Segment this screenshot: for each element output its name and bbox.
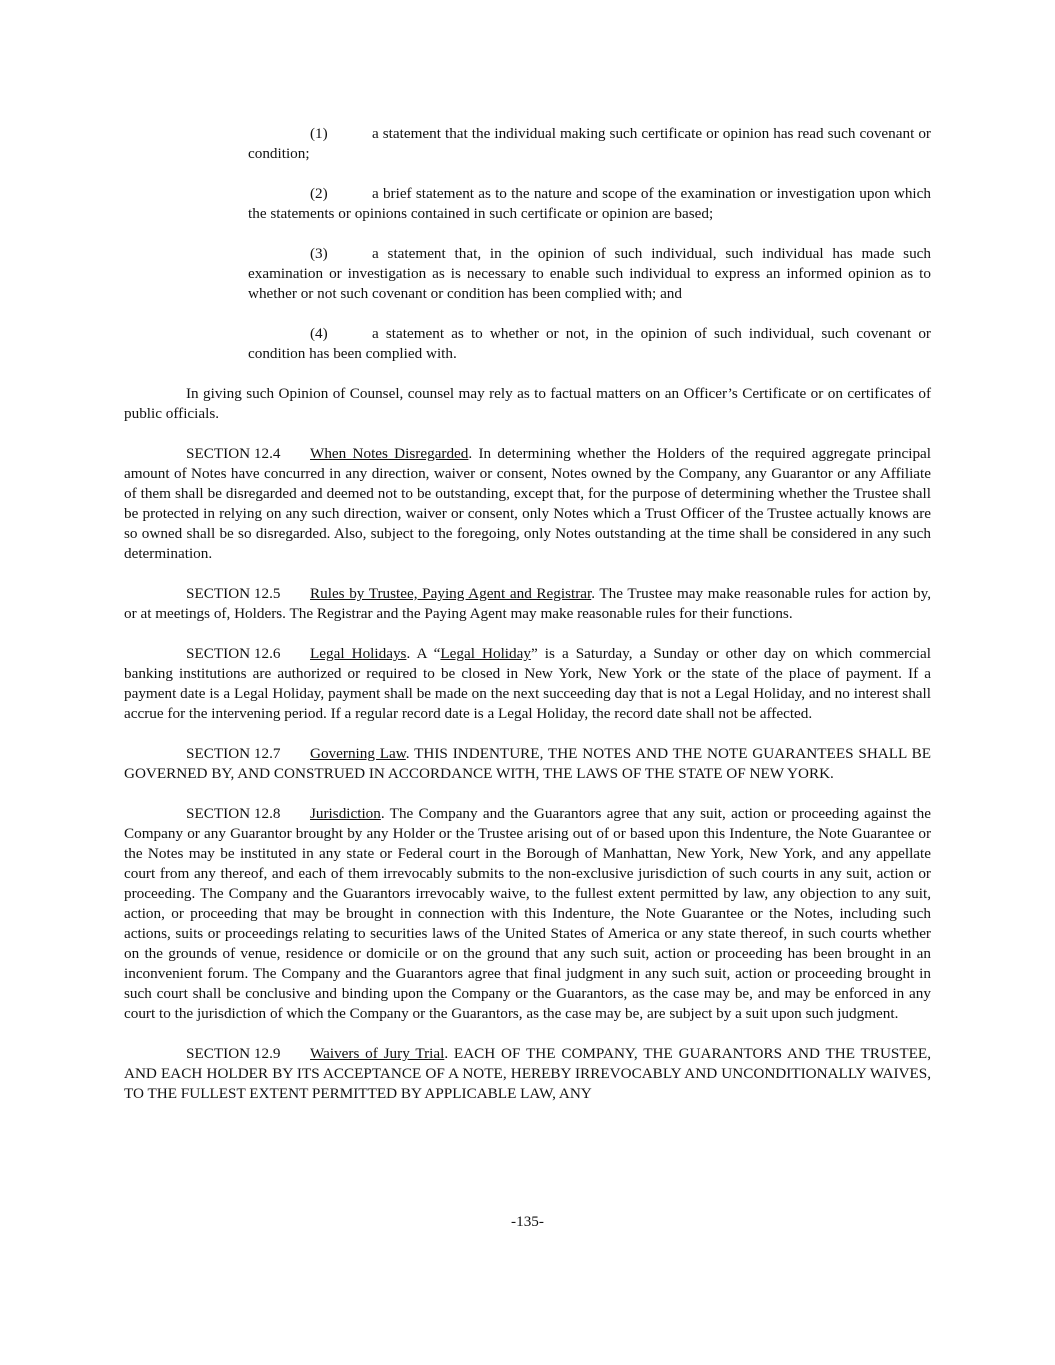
item-text: a statement as to whether or not, in the opinion of such individual, such covenant or condition has been complied with. [248,325,931,362]
item-number: (2) [310,185,328,202]
section-text: . THIS INDENTURE, THE NOTES AND THE NOTE GUARANTEES SHALL BE GOVERNED BY, AND CONSTRUED IN ACCORDANCE WITH, THE LAWS OF THE STATE OF NEW YORK. [124,745,931,782]
section-heading: Jurisdiction [310,805,381,822]
page-number: -135- [511,1213,544,1230]
list-item-3 [248,244,931,304]
section-12-9 [124,1044,931,1104]
section-text: . The Trustee may make reasonable rules for action by, or at meetings of, Holders. The Registrar and the Paying Agent may make reasonable rules for their functions. [124,585,931,622]
section-number: SECTION 12.8 [186,805,281,822]
section-heading: When Notes Disregarded [310,445,469,462]
section-text: . The Company and the Guarantors agree that any suit, action or proceeding against the Company or any Guarantor brought by any Holder or the Trustee arising out of or based upon this Indenture, the Note Guarantee or the Notes may be instituted in any state or Federal court in the Borough of Manhattan, New York, New York, and any appellate court from any thereof, and each of them irrevocably submits to the non-exclusive jurisdiction of such courts in any suit, action or proceeding. The Company and the Guarantors irrevocably waive, to the fullest extent permitted by law, any objection to any suit, action, or proceeding that may be brought in connection with this Indenture, the Note Guarantee or the Notes, including such actions, suits or proceedings relating to securities laws of the United States of America or any state thereof, in such courts whether on the grounds of venue, residence or domicile or on the ground that any such suit, action or proceeding has been brought in an inconvenient forum. The Company and the Guarantors agree that final judgment in any such suit, action or proceeding brought in such court shall be conclusive and binding upon the Company or the Guarantors, as the case may be, and may be enforced in any court to the jurisdiction of which the Company or the Guarantors, as the case may be, are subject by a suit upon such judgment. [124,805,931,1022]
section-text: ” is a Saturday, a Sunday or other day on which commercial banking institutions are authorized or required to be closed in New York, New York or the state of the place of payment. If a payment date is a Legal Holiday, payment shall be made on the next succeeding day that is not a Legal Holiday, and no interest shall accrue for the intervening period. If a regular record date is a Legal Holiday, the record date shall not be affected. [124,645,931,722]
section-heading: Governing Law [310,745,406,762]
opinion-paragraph: In giving such Opinion of Counsel, counsel may rely as to factual matters on an Officer’s Certificate or on certificates of public officials. [124,385,931,422]
section-heading: Rules by Trustee, Paying Agent and Registrar [310,585,592,602]
section-number: SECTION 12.5 [186,585,281,602]
section-heading: Legal Holidays [310,645,407,662]
section-12-4 [124,444,931,564]
section-number: SECTION 12.6 [186,645,281,662]
section-number: SECTION 12.7 [186,745,281,762]
item-text: a statement that, in the opinion of such individual, such individual has made such examination or investigation as is necessary to enable such individual to express an informed opinion as to whether or not such covenant or condition has been complied with; and [248,245,931,302]
document-body [124,124,931,1104]
section-number: SECTION 12.4 [186,445,281,462]
section-12-8 [124,804,931,1024]
section-12-7 [124,744,931,784]
item-text: a brief statement as to the nature and scope of the examination or investigation upon which the statements or opinions contained in such certificate or opinion are based; [248,185,931,222]
section-text: . EACH OF THE COMPANY, THE GUARANTORS AND THE TRUSTEE, AND EACH HOLDER BY ITS ACCEPTANCE OF A NOTE, HEREBY IRREVOCABLY AND UNCONDITIONALLY WAIVES, TO THE FULLEST EXTENT PERMITTED BY APPLICABLE LAW, ANY [124,1045,931,1102]
defined-term: Legal Holiday [440,645,531,662]
item-number: (1) [310,125,328,142]
section-text-lead: . A “ [406,645,441,662]
section-number: SECTION 12.9 [186,1045,281,1062]
list-item-2 [248,184,931,224]
section-heading: Waivers of Jury Trial [310,1045,445,1062]
section-12-5 [124,584,931,624]
item-text: a statement that the individual making such certificate or opinion has read such covenant or condition; [248,125,931,162]
item-number: (4) [310,325,328,342]
list-item-4 [248,324,931,364]
section-text: . In determining whether the Holders of the required aggregate principal amount of Notes have concurred in any direction, waiver or consent, Notes owned by the Company, any Guarantor or any Affiliate of them shall be disregarded and deemed not to be outstanding, except that, for the purpose of determining whether the Trustee shall be protected in relying on any such direction, waiver or consent, only Notes which a Trust Officer of the Trustee actually knows are so owned shall be so disregarded. Also, subject to the foregoing, only Notes outstanding at the time shall be considered in any such determination. [124,445,931,562]
list-item-1 [248,124,931,164]
item-number: (3) [310,245,328,262]
section-12-6 [124,644,931,724]
